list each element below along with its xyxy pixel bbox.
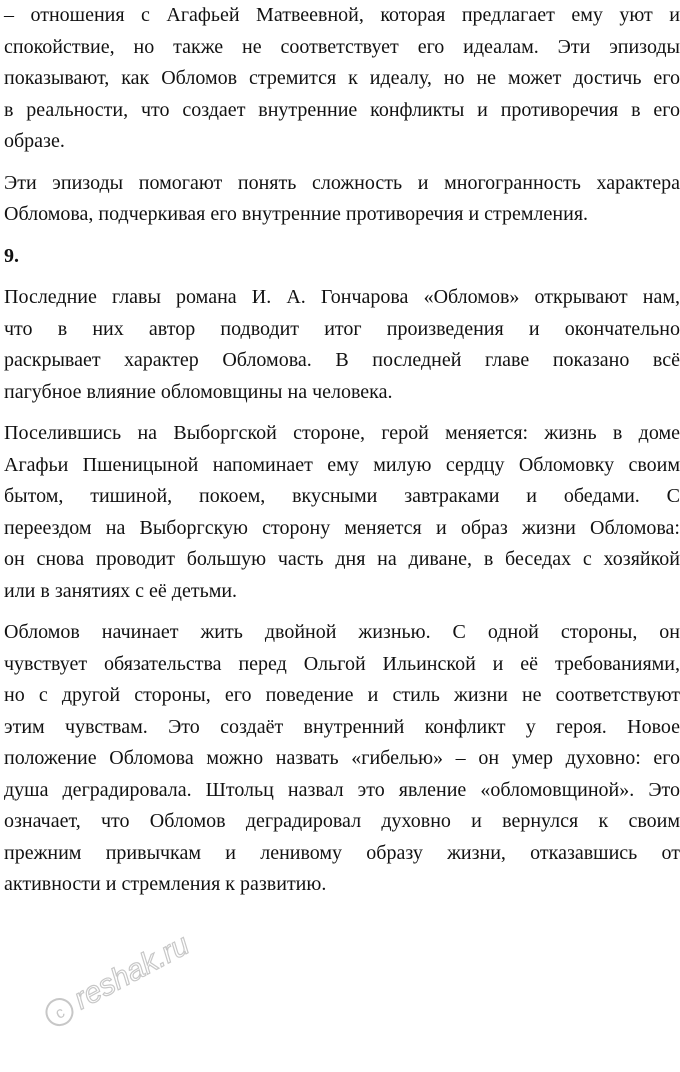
text-line: прежним привычкам и ленивому образу жизни, отказавшись от	[4, 841, 680, 864]
text-line: Поселившись на Выборгской стороне, герой меняется: жизнь в доме	[4, 422, 680, 444]
text-line: бытом, тишиной, покоем, вкусными завтраками и обедами. С	[4, 485, 680, 507]
text-line: Последние главы романа И. А. Гончарова «Обломов» открывают нам,	[4, 286, 680, 308]
text-line: или в занятиях с её детьми.	[4, 579, 238, 602]
text-line: означает, что Обломов деградировал духовно и вернулся к своим	[4, 810, 680, 832]
text-line: показывают, как Обломов стремится к идеалу, но не может достичь его	[4, 67, 680, 89]
paragraph-last-chapters	[4, 282, 680, 408]
text-line: переездом на Выборгскую сторону меняется и образ жизни Обломова:	[4, 516, 680, 539]
text-line: пагубное влияние обломовщины на человека.	[4, 380, 393, 403]
copyright-circle-icon	[42, 994, 77, 1029]
paragraph-episodes-summary	[4, 168, 680, 231]
section-number: 9.	[4, 244, 19, 267]
text-line: он снова проводит большую часть дня на диване, в беседах с хозяйкой	[4, 548, 680, 570]
reshak-watermark	[18, 910, 208, 1030]
watermark-text: reshak.ru	[68, 928, 195, 1016]
text-line: активности и стремления к развитию.	[4, 873, 327, 895]
paragraph-double-life	[4, 617, 680, 901]
text-line: положение Обломова можно назвать «гибелью» – он умер духовно: его	[4, 747, 680, 769]
text-line: в реальности, что создает внутренние конфликты и противоречия в его	[4, 98, 680, 121]
paragraph-agafya-relations	[4, 0, 680, 158]
text-line: Эти эпизоды помогают понять сложность и многогранность характера	[4, 171, 680, 194]
text-line: этим чувствам. Это создаёт внутренний конфликт у героя. Новое	[4, 715, 680, 738]
text-line: Обломова, подчеркивая его внутренние противоречия и стремления.	[4, 203, 589, 225]
text-line: Обломов начинает жить двойной жизнью. С одной стороны, он	[4, 621, 680, 643]
text-line: образе.	[4, 130, 65, 152]
paragraph-vyborg-side	[4, 418, 680, 607]
text-line: Агафьи Пшеницыной напоминает ему милую сердцу Обломовку своим	[4, 453, 680, 476]
text-line: чувствует обязательства перед Ольгой Ильинской и её требованиями,	[4, 652, 680, 675]
text-line: спокойствие, но также не соответствует его идеалам. Эти эпизоды	[4, 35, 680, 58]
text-line: раскрывает характер Обломова. В последней главе показано всё	[4, 349, 680, 371]
text-line: что в них автор подводит итог произведения и окончательно	[4, 317, 680, 340]
copyright-c-icon: c	[52, 1003, 68, 1023]
text-line: но с другой стороны, его поведение и стиль жизни не соответствуют	[4, 684, 680, 706]
text-line: – отношения с Агафьей Матвеевной, которая предлагает ему уют и	[4, 4, 680, 26]
text-line: душа деградировала. Штольц назвал это явление «обломовщиной». Это	[4, 778, 680, 801]
